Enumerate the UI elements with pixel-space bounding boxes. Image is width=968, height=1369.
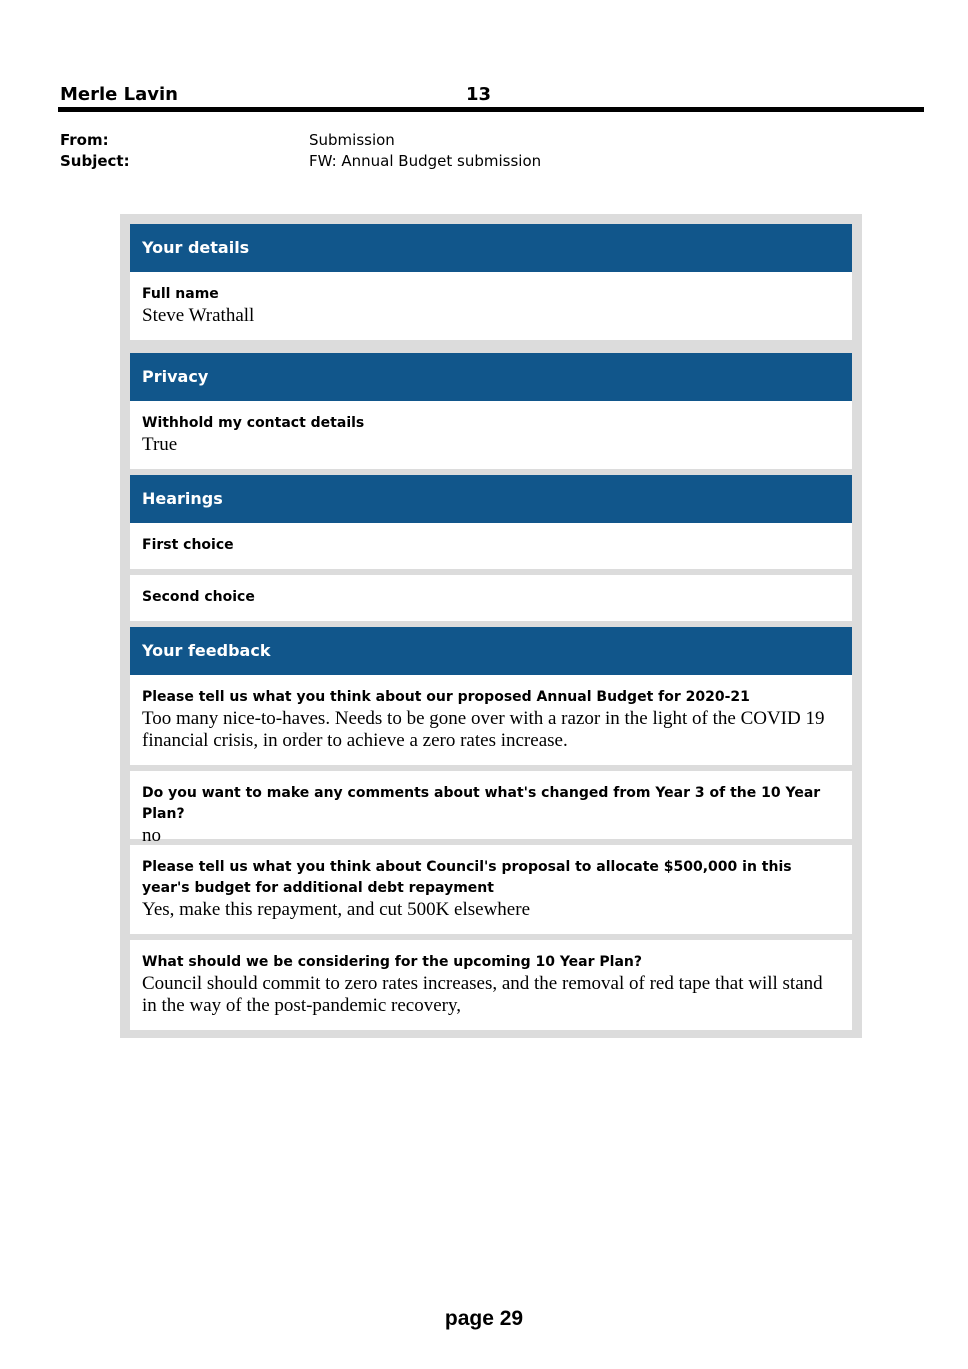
field-q1 <box>130 675 852 765</box>
field-first-choice <box>130 523 852 569</box>
header-rule <box>58 107 924 112</box>
email-meta <box>60 131 660 173</box>
page-header <box>58 84 924 106</box>
section-privacy: Privacy <box>130 353 852 401</box>
second-choice-label: Second choice <box>142 589 255 605</box>
submission-form <box>120 214 862 1038</box>
field-q4 <box>130 940 852 1030</box>
full-name-label: Full name <box>142 286 219 302</box>
page-number: page 29 <box>444 1307 524 1330</box>
author-name: Merle Lavin <box>60 84 178 105</box>
q2-label: Do you want to make any comments about what's changed from Year 3 of the 10 Year Plan? <box>142 785 821 822</box>
section-your-feedback: Your feedback <box>130 627 852 675</box>
q1-value: Too many nice-to-haves. Needs to be gone over with a razor in the light of the COVID 19 financial crisis, in order to achieve a zero rates increase. <box>142 708 825 751</box>
q3-label: Please tell us what you think about Council's proposal to allocate $500,000 in this year's budget for additional debt repayment <box>142 859 792 896</box>
field-second-choice <box>130 575 852 621</box>
first-choice-label: First choice <box>142 537 234 553</box>
from-value: Submission <box>309 131 395 149</box>
field-q3 <box>130 845 852 934</box>
q4-label: What should we be considering for the upcoming 10 Year Plan? <box>142 954 642 970</box>
q3-value: Yes, make this repayment, and cut 500K elsewhere <box>142 899 530 920</box>
from-label: From: <box>60 131 109 149</box>
q1-label: Please tell us what you think about our proposed Annual Budget for 2020-21 <box>142 689 750 705</box>
field-q2 <box>130 771 852 846</box>
from-row <box>60 131 660 152</box>
withhold-value: True <box>142 434 178 455</box>
q4-value: Council should commit to zero rates increases, and the removal of red tape that will stand in the way of the post-pandemic recovery, <box>142 973 823 1016</box>
subject-row <box>60 152 660 173</box>
field-withhold <box>130 401 852 469</box>
subject-label: Subject: <box>60 152 130 170</box>
full-name-value: Steve Wrathall <box>142 305 255 326</box>
submission-number: 13 <box>466 84 492 105</box>
subject-value: FW: Annual Budget submission <box>309 152 542 170</box>
withhold-label: Withhold my contact details <box>142 415 365 431</box>
q2-value: no <box>142 825 161 846</box>
section-hearings: Hearings <box>130 475 852 523</box>
section-your-details: Your details <box>130 224 852 272</box>
field-full-name <box>130 272 852 340</box>
